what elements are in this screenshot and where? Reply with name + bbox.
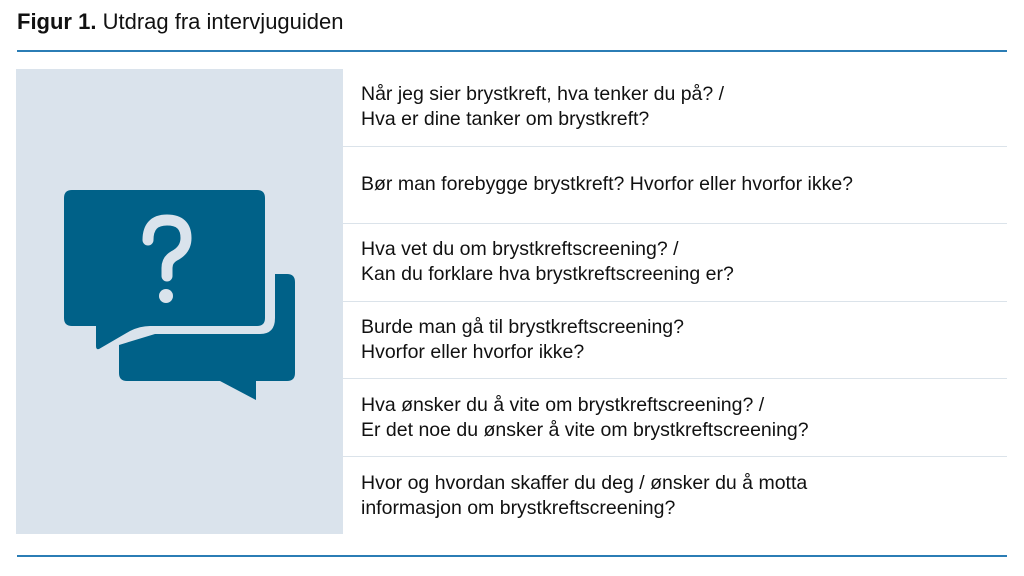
figure-title xyxy=(17,9,344,35)
question-line: Når jeg sier brystkreft, hva tenker du på? / xyxy=(361,83,725,106)
question-line: Hvor og hvordan skaffer du deg / ønsker du å motta xyxy=(361,471,808,494)
question-line: Hva er dine tanker om brystkreft? xyxy=(361,108,650,131)
icon-panel xyxy=(16,69,343,534)
question-line: Er det noe du ønsker å vite om brystkreftscreening? xyxy=(361,418,809,441)
question-line: Burde man gå til brystkreftscreening? xyxy=(361,316,684,339)
top-rule xyxy=(17,50,1007,52)
question-row xyxy=(343,457,1007,535)
question-row xyxy=(343,379,1007,457)
question-row xyxy=(343,69,1007,147)
question-line: Hva ønsker du å vite om brystkreftscreening? / xyxy=(361,393,765,416)
question-line: Hvorfor eller hvorfor ikke? xyxy=(361,341,585,364)
question-row xyxy=(343,302,1007,380)
question-line: Kan du forklare hva brystkreftscreening er? xyxy=(361,263,734,286)
question-line: informasjon om brystkreftscreening? xyxy=(361,496,676,519)
question-chat-bubbles-icon xyxy=(16,69,343,534)
figure-label: Figur 1. xyxy=(17,9,97,34)
question-list xyxy=(343,69,1007,535)
question-row xyxy=(343,147,1007,225)
question-line: Bør man forebygge brystkreft? Hvorfor eller hvorfor ikke? xyxy=(361,173,854,196)
bottom-rule xyxy=(17,555,1007,557)
question-line: Hva vet du om brystkreftscreening? / xyxy=(361,238,679,261)
question-row xyxy=(343,224,1007,302)
figure-title-text: Utdrag fra intervjuguiden xyxy=(102,9,344,34)
